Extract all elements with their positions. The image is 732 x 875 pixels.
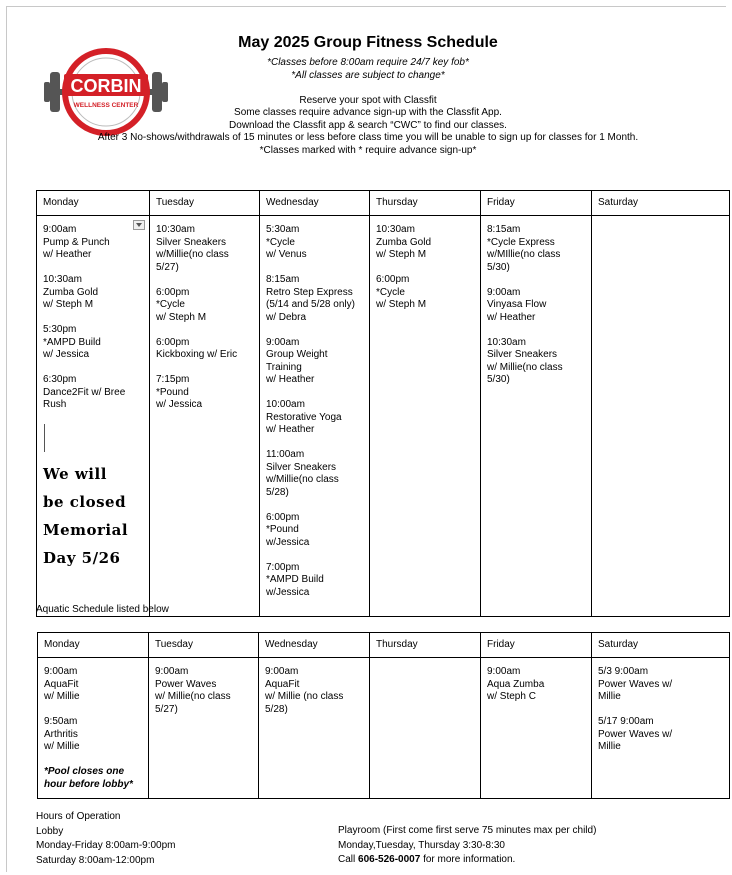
class-time: 6:00pm bbox=[376, 274, 410, 285]
class-time: 10:30am bbox=[156, 224, 195, 235]
table-row bbox=[38, 658, 730, 799]
pool-note-line: hour before lobby* bbox=[44, 778, 133, 790]
aqua-cell-friday[interactable] bbox=[481, 658, 592, 799]
day-header-tuesday: Tuesday bbox=[150, 191, 260, 216]
class-entry bbox=[266, 337, 363, 387]
aquatic-caption: Aquatic Schedule listed below bbox=[36, 604, 169, 615]
logo-tagline: WELLNESS CENTER bbox=[73, 102, 139, 109]
day-header-wednesday: Wednesday bbox=[260, 191, 370, 216]
pool-note-line: *Pool closes one bbox=[44, 766, 125, 777]
class-detail: AquaFit bbox=[265, 678, 300, 690]
class-entry bbox=[156, 337, 253, 362]
class-detail: w/ Steph M bbox=[43, 299, 94, 310]
subject-to-change-note: *All classes are subject to change* bbox=[291, 69, 445, 81]
class-time: 7:15pm bbox=[156, 374, 190, 385]
table-header-row bbox=[37, 191, 730, 216]
aqua-cell-monday[interactable] bbox=[38, 658, 149, 799]
pool-closing-note bbox=[44, 766, 142, 791]
class-entry bbox=[266, 562, 363, 600]
class-detail: w/ Jessica bbox=[156, 399, 203, 410]
saturday-hours: Saturday 8:00am-12:00pm bbox=[36, 854, 155, 866]
class-detail: w/ Steph M bbox=[376, 299, 427, 310]
class-detail: (5/14 and 5/28 only) bbox=[266, 299, 355, 310]
class-detail: *Cycle bbox=[376, 286, 405, 298]
class-time: 7:00pm bbox=[266, 561, 300, 573]
class-detail: *Cycle bbox=[266, 236, 295, 248]
day-header-monday: Monday bbox=[38, 633, 149, 658]
class-time: 10:30am bbox=[376, 224, 415, 235]
class-detail: w/ Millie (no class bbox=[265, 691, 344, 702]
class-entry bbox=[487, 287, 585, 325]
class-entry bbox=[266, 224, 363, 262]
class-time: 5/3 9:00am bbox=[598, 666, 649, 677]
class-detail: w/ Heather bbox=[266, 424, 315, 435]
class-detail: Silver Sneakers bbox=[266, 461, 337, 473]
class-time: 8:15am bbox=[487, 224, 521, 235]
classfit-reserve-line: Reserve your spot with Classfit bbox=[299, 94, 437, 106]
class-detail: Vinyasa Flow bbox=[487, 299, 547, 310]
class-time: 9:00am bbox=[487, 666, 521, 677]
hours-of-operation bbox=[36, 810, 176, 868]
class-detail: 5/28) bbox=[266, 486, 289, 498]
class-detail: w/ Venus bbox=[266, 249, 307, 260]
class-detail: AquaFit bbox=[44, 678, 79, 690]
class-detail: *Cycle bbox=[156, 299, 185, 310]
class-entry bbox=[265, 666, 363, 716]
class-time: 10:30am bbox=[487, 336, 526, 348]
class-time: 11:00am bbox=[266, 449, 305, 460]
class-detail: w/ Millie(no class bbox=[487, 361, 563, 373]
class-entry bbox=[266, 274, 363, 324]
class-detail: *AMPD Build bbox=[266, 574, 324, 585]
key-fob-note: *Classes before 8:00am require 24/7 key fob* bbox=[267, 57, 469, 68]
class-time: 6:30pm bbox=[43, 374, 77, 385]
class-entry bbox=[44, 666, 142, 704]
no-show-policy-line: After 3 No-shows/withdrawals of 15 minutes or less before class time you will be unable to sign up for classes for 1 Month. bbox=[97, 132, 639, 143]
day-header-thursday: Thursday bbox=[370, 191, 481, 216]
class-detail: Kickboxing w/ Eric bbox=[156, 349, 238, 360]
closed-note-line: Day 5/26 bbox=[43, 549, 121, 567]
class-detail: Millie bbox=[598, 691, 621, 702]
class-detail: *AMPD Build bbox=[43, 336, 101, 348]
class-detail: *Pound bbox=[266, 524, 299, 535]
day-header-friday: Friday bbox=[481, 191, 592, 216]
class-entry bbox=[156, 224, 253, 274]
class-time: 10:30am bbox=[43, 274, 82, 285]
class-detail: w/ Millie bbox=[44, 691, 80, 702]
class-detail: w/ Millie(no class bbox=[155, 691, 231, 702]
class-time: 9:00am bbox=[43, 224, 77, 235]
contact-line bbox=[338, 853, 596, 868]
class-time: 6:00pm bbox=[266, 511, 300, 523]
chevron-down-icon[interactable] bbox=[133, 220, 145, 230]
class-entry bbox=[598, 666, 723, 704]
class-detail: w/ Millie bbox=[44, 741, 80, 752]
classfit-download-line: Download the Classfit app & search “CWC” to find our classes. bbox=[229, 119, 507, 131]
class-entry bbox=[156, 287, 253, 325]
class-time: 5/17 9:00am bbox=[598, 716, 654, 727]
class-detail: w/ Debra bbox=[266, 311, 307, 323]
class-detail: Dance2Fit w/ Bree bbox=[43, 386, 126, 398]
advance-signup-note: *Classes marked with * require advance sign-up* bbox=[259, 144, 477, 156]
class-time: 6:00pm bbox=[156, 286, 190, 298]
class-time: 8:15am bbox=[266, 274, 300, 285]
class-entry bbox=[487, 337, 585, 387]
class-detail: Group Weight bbox=[266, 349, 328, 360]
class-detail: *Pound bbox=[156, 386, 189, 398]
day-header-friday: Friday bbox=[481, 633, 592, 658]
class-detail: Power Waves w/ bbox=[598, 728, 673, 740]
day-header-thursday: Thursday bbox=[370, 633, 481, 658]
closed-note-line: be closed bbox=[43, 493, 127, 511]
class-entry bbox=[487, 224, 585, 274]
class-detail: Pump & Punch bbox=[43, 236, 110, 248]
class-detail: Zumba Gold bbox=[43, 286, 99, 298]
group-fitness-table bbox=[36, 190, 730, 617]
class-detail: Power Waves bbox=[155, 678, 217, 690]
class-detail: 5/27) bbox=[155, 703, 178, 715]
aqua-cell-wednesday[interactable] bbox=[259, 658, 370, 799]
class-entry bbox=[43, 224, 143, 262]
day-header-wednesday: Wednesday bbox=[259, 633, 370, 658]
hours-heading: Hours of Operation bbox=[36, 811, 121, 822]
class-entry bbox=[376, 274, 474, 312]
memorial-day-closed-note bbox=[43, 460, 143, 572]
class-detail: 5/30) bbox=[487, 261, 510, 273]
class-time: 9:00am bbox=[487, 286, 521, 298]
playroom-title: Playroom (First come first serve 75 minutes max per child) bbox=[338, 825, 597, 836]
call-prefix: Call bbox=[338, 854, 359, 865]
aqua-cell-thursday[interactable] bbox=[370, 658, 481, 799]
page-title: May 2025 Group Fitness Schedule bbox=[238, 34, 498, 51]
table-row bbox=[37, 216, 730, 617]
class-time: 5:30am bbox=[266, 224, 300, 235]
class-detail: w/ Jessica bbox=[43, 349, 90, 360]
cell-friday[interactable] bbox=[481, 216, 592, 617]
day-header-saturday: Saturday bbox=[592, 191, 730, 216]
class-entry bbox=[487, 666, 585, 704]
class-detail: Silver Sneakers bbox=[487, 349, 558, 360]
day-header-monday: Monday bbox=[37, 191, 150, 216]
class-time: 9:00am bbox=[44, 666, 78, 677]
cell-saturday[interactable] bbox=[592, 216, 730, 617]
class-detail: w/MIllie(no class bbox=[487, 249, 561, 260]
class-time: 9:00am bbox=[265, 666, 299, 677]
class-entry bbox=[155, 666, 252, 716]
class-time: 5:30pm bbox=[43, 324, 77, 335]
class-detail: Aqua Zumba bbox=[487, 678, 545, 690]
cell-tuesday[interactable] bbox=[150, 216, 260, 617]
classfit-signup-line: Some classes require advance sign-up with the Classfit App. bbox=[234, 107, 502, 118]
header-notes bbox=[40, 57, 696, 157]
closed-note-line: Memorial bbox=[43, 521, 129, 539]
class-entry bbox=[376, 224, 474, 262]
class-detail: 5/27) bbox=[156, 261, 179, 273]
class-detail: w/ Heather bbox=[43, 249, 92, 260]
class-detail: Arthritis bbox=[44, 728, 78, 740]
class-time: 10:00am bbox=[266, 399, 305, 410]
class-detail: Rush bbox=[43, 399, 67, 410]
class-detail: w/Jessica bbox=[266, 536, 310, 548]
class-entry bbox=[266, 512, 363, 550]
class-time: 6:00pm bbox=[156, 336, 190, 348]
playroom-info bbox=[338, 824, 596, 868]
class-detail: w/Millie(no class bbox=[156, 249, 229, 260]
class-entry bbox=[43, 324, 143, 362]
class-detail: Retro Step Express bbox=[266, 286, 353, 298]
class-detail: w/ Steph M bbox=[376, 249, 427, 260]
class-detail: 5/28) bbox=[265, 703, 288, 715]
class-detail: Millie bbox=[598, 741, 621, 752]
closed-note-line: We will bbox=[43, 465, 107, 483]
cell-monday[interactable] bbox=[37, 216, 150, 617]
class-entry bbox=[43, 374, 143, 412]
header-spacer bbox=[40, 82, 696, 95]
day-header-tuesday: Tuesday bbox=[149, 633, 259, 658]
text-cursor bbox=[44, 424, 45, 452]
class-detail: *Cycle Express bbox=[487, 236, 555, 248]
class-entry bbox=[156, 374, 253, 412]
weekday-hours: Monday-Friday 8:00am-9:00pm bbox=[36, 840, 176, 851]
lobby-label: Lobby bbox=[36, 825, 64, 837]
class-detail: Silver Sneakers bbox=[156, 236, 227, 248]
phone-number[interactable]: 606-526-0007 bbox=[358, 854, 421, 865]
class-time: 9:50am bbox=[44, 716, 78, 727]
playroom-days: Monday,Tuesday, Thursday 3:30-8:30 bbox=[338, 839, 505, 851]
class-detail: w/Millie(no class bbox=[266, 474, 339, 485]
cell-wednesday[interactable] bbox=[260, 216, 370, 617]
class-detail: Restorative Yoga bbox=[266, 411, 342, 423]
class-detail: 5/30) bbox=[487, 374, 510, 385]
class-detail: Training bbox=[266, 361, 302, 373]
class-entry bbox=[43, 274, 143, 312]
cell-thursday[interactable] bbox=[370, 216, 481, 617]
class-time: 9:00am bbox=[266, 336, 300, 348]
class-detail: Power Waves w/ bbox=[598, 678, 673, 690]
class-time: 9:00am bbox=[155, 666, 189, 677]
aqua-cell-tuesday[interactable] bbox=[149, 658, 259, 799]
class-detail: w/ Steph C bbox=[487, 691, 536, 702]
call-suffix: for more information. bbox=[420, 854, 516, 865]
class-detail: w/ Heather bbox=[266, 374, 315, 385]
class-detail: Zumba Gold bbox=[376, 236, 432, 248]
class-detail: w/ Steph M bbox=[156, 311, 207, 323]
aquatic-table bbox=[37, 632, 730, 799]
class-detail: w/Jessica bbox=[266, 586, 310, 598]
class-entry bbox=[266, 399, 363, 437]
table-header-row bbox=[38, 633, 730, 658]
aqua-cell-saturday[interactable] bbox=[592, 658, 730, 799]
class-entry bbox=[266, 449, 363, 499]
class-entry bbox=[598, 716, 723, 754]
class-entry bbox=[44, 716, 142, 754]
class-detail: w/ Heather bbox=[487, 311, 536, 323]
logo-brand: CORBIN bbox=[70, 76, 142, 96]
day-header-saturday: Saturday bbox=[592, 633, 730, 658]
